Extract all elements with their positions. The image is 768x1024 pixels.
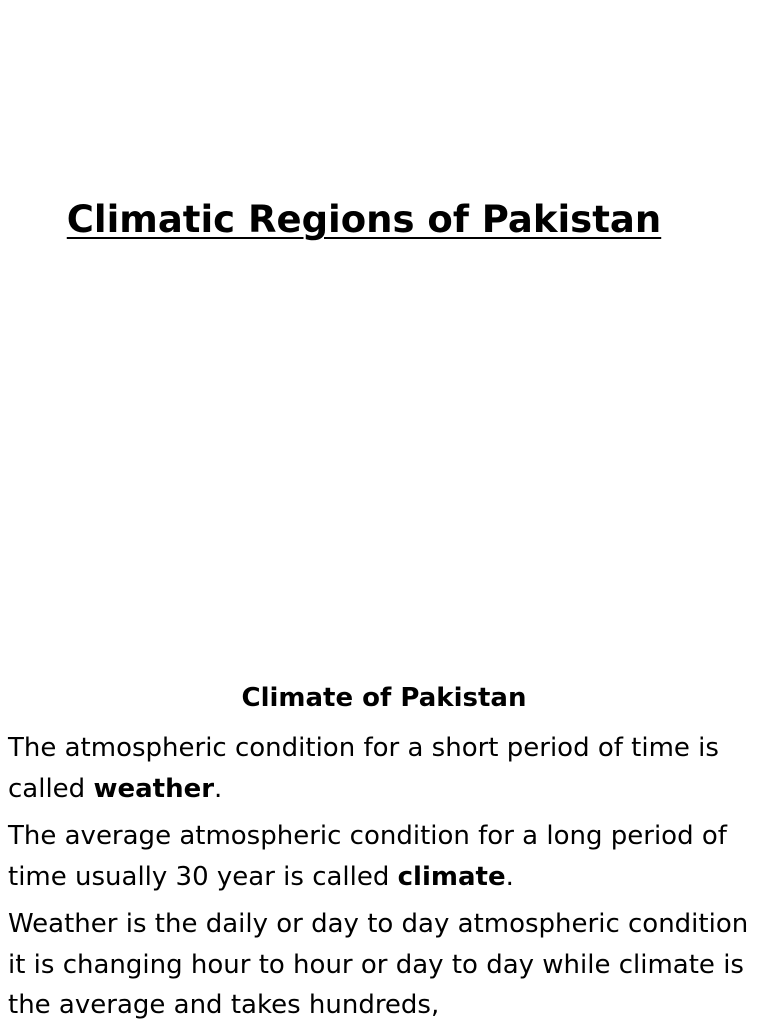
section-heading: Climate of Pakistan xyxy=(241,683,527,713)
paragraph-text: Weather is the daily or day to day atmospheric condition it is changing hour to hour or day to day while climate is the average and takes hundreds, xyxy=(8,909,749,1020)
paragraph-punctuation: . xyxy=(505,861,514,892)
paragraph-weather-vs-climate xyxy=(8,904,764,1024)
document-title: Climatic Regions of Pakistan xyxy=(66,198,662,241)
paragraph-text: The atmospheric condition for a short period of time is called xyxy=(8,733,719,804)
paragraph-weather-definition xyxy=(8,728,764,809)
paragraph-text: The average atmospheric condition for a long period of time usually 30 year is called xyxy=(8,821,727,892)
section-body xyxy=(8,728,764,1024)
bold-term-climate: climate xyxy=(397,861,506,892)
paragraph-punctuation: . xyxy=(214,773,223,804)
paragraph-climate-definition xyxy=(8,816,764,897)
bold-term-weather: weather xyxy=(93,773,215,804)
